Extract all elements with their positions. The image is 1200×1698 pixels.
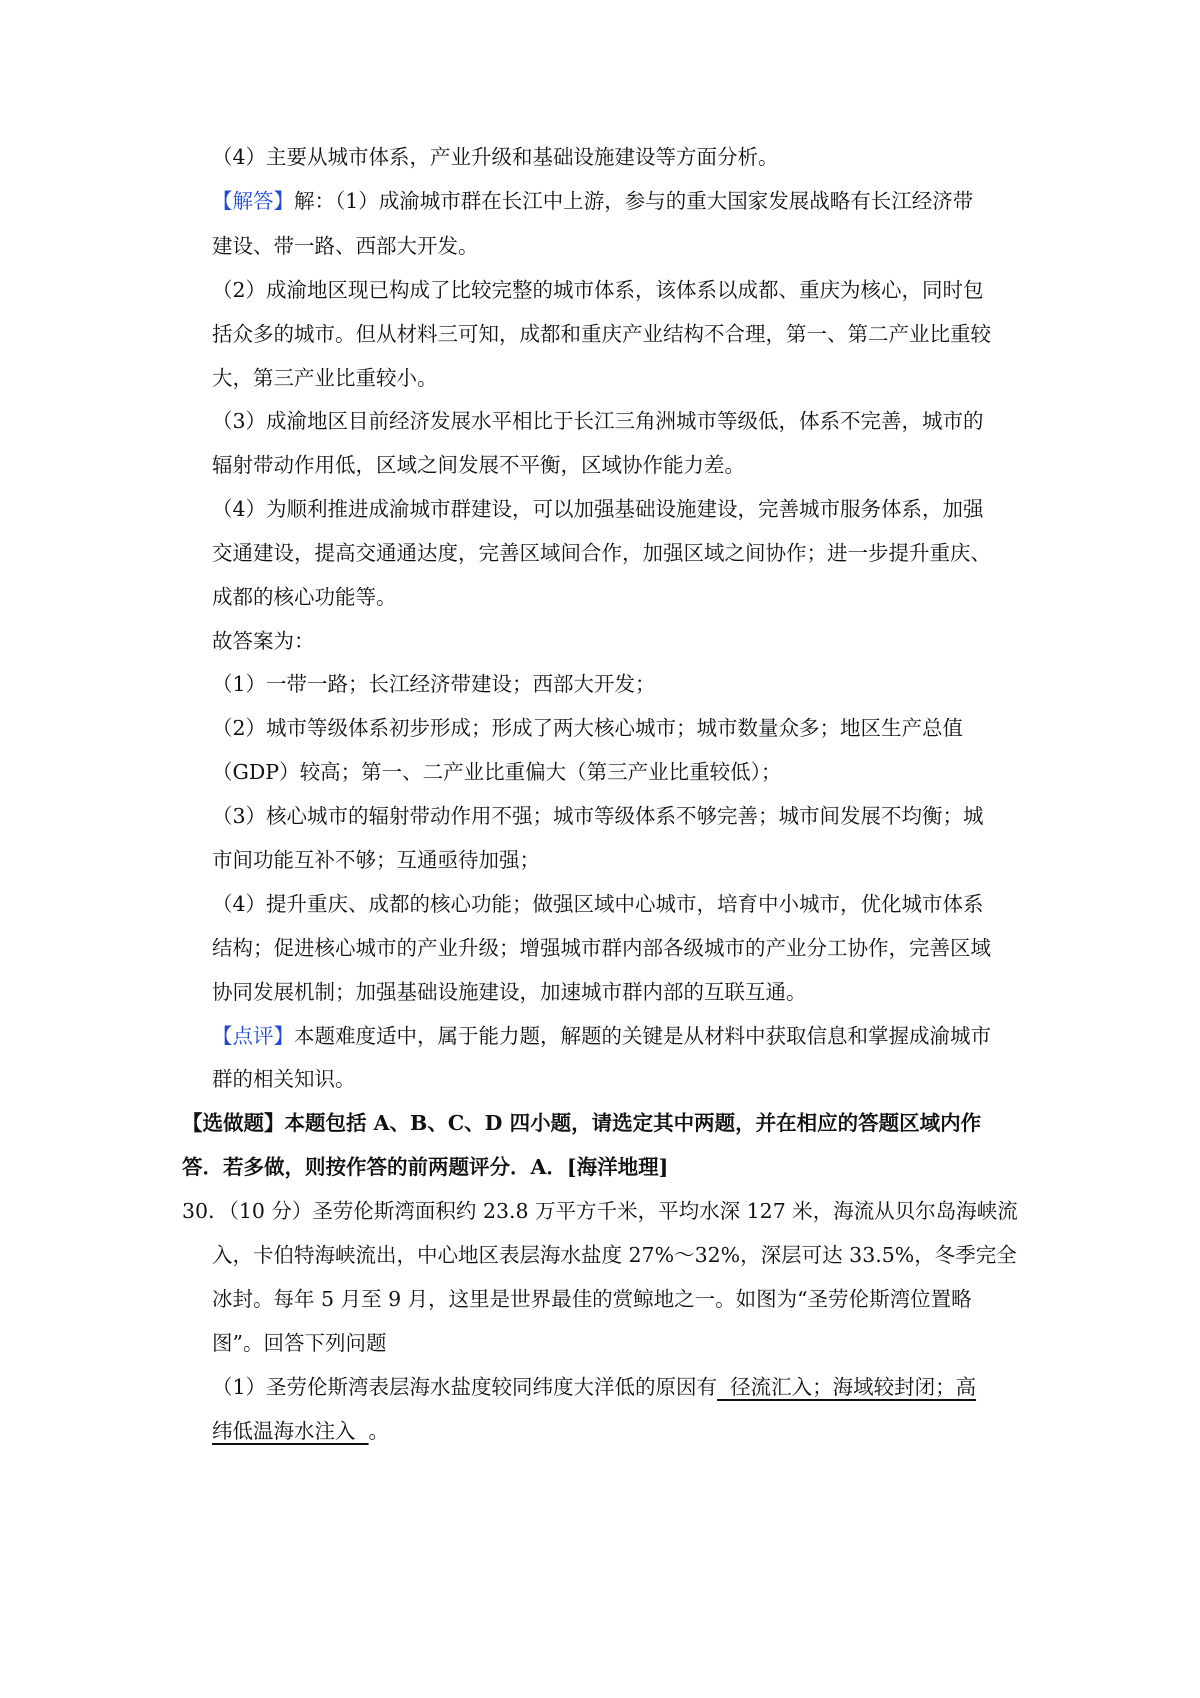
answer-text-1: 解：（1）成渝城市群在长江中上游，参与的重大国家发展战略有长江经济带	[294, 189, 974, 213]
comment-line	[0, 1021, 1200, 1051]
question-30-1-line-1	[0, 1372, 1200, 1402]
question-30-1-end: 。	[368, 1419, 390, 1443]
question-30-line-2: 入，卡伯特海峡流出，中心地区表层海水盐度 27%～32%，深层可达 33.5%，冬季完全	[212, 1243, 1017, 1267]
elective-heading-2: 答．若多做，则按作答的前两题评分．A．[海洋地理]	[182, 1155, 669, 1179]
answer-2-line-2: 括众多的城市。但从材料三可知，成都和重庆产业结构不合理，第一、第二产业比重较	[212, 322, 991, 346]
question-30-line-4: 图”。回答下列问题	[212, 1331, 387, 1355]
final-answer-2-line-2: （GDP）较高；第一、二产业比重偏大（第三产业比重较低）；	[212, 760, 782, 784]
answer-tag: 【解答】	[212, 189, 294, 213]
answer-3-line-1: （3）成渝地区目前经济发展水平相比于长江三角洲城市等级低，体系不完善，城市的	[212, 409, 984, 433]
answer-2-line-3: 大，第三产业比重较小。	[212, 366, 438, 390]
question-30-1-answer-2: 纬低温海水注入	[212, 1419, 369, 1443]
answer-3-line-2: 辐射带动作用低，区域之间发展不平衡，区域协作能力差。	[212, 453, 745, 477]
answer-2-line-1: （2）成渝地区现已构成了比较完整的城市体系，该体系以成都、重庆为核心，同时包	[212, 278, 984, 302]
question-30-line-1: 30．（10 分）圣劳伦斯湾面积约 23.8 万平方千米，平均水深 127 米，海流从贝尔岛海峡流	[182, 1199, 1018, 1223]
answer-line	[0, 186, 1200, 216]
question-30-1-answer-1: 径流汇入；海域较封闭；高	[717, 1375, 977, 1399]
answer-text-2: 建设、带一路、西部大开发。	[212, 234, 479, 258]
final-answer-2-line-1: （2）城市等级体系初步形成；形成了两大核心城市；城市数量众多；地区生产总值	[212, 716, 964, 740]
final-answer-intro: 故答案为：	[212, 629, 315, 653]
comment-tag: 【点评】	[212, 1024, 294, 1048]
answer-4-line-1: （4）为顺利推进成渝城市群建设，可以加强基础设施建设，完善城市服务体系，加强	[212, 497, 984, 521]
answer-4-line-2: 交通建设，提高交通通达度，完善区域间合作，加强区域之间协作；进一步提升重庆、	[212, 541, 991, 565]
final-answer-4-line-2: 结构；促进核心城市的产业升级；增强城市群内部各级城市的产业分工协作，完善区域	[212, 936, 991, 960]
final-answer-4-line-1: （4）提升重庆、成都的核心功能；做强区域中心城市，培育中小城市，优化城市体系	[212, 892, 984, 916]
comment-text-1: 本题难度适中，属于能力题，解题的关键是从材料中获取信息和掌握成渝城市	[294, 1024, 991, 1048]
question-30-1-prefix: （1）圣劳伦斯湾表层海水盐度较同纬度大洋低的原因有	[212, 1375, 718, 1399]
hint-line-4: （4）主要从城市体系，产业升级和基础设施建设等方面分析。	[212, 145, 779, 169]
final-answer-3-line-2: 市间功能互补不够；互通亟待加强；	[212, 848, 540, 872]
question-30-1-line-2	[0, 1416, 1200, 1446]
answer-4-line-3: 成都的核心功能等。	[212, 585, 397, 609]
final-answer-3-line-1: （3）核心城市的辐射带动作用不强；城市等级体系不够完善；城市间发展不均衡；城	[212, 804, 984, 828]
comment-text-2: 群的相关知识。	[212, 1067, 356, 1091]
final-answer-1: （1）一带一路；长江经济带建设；西部大开发；	[212, 672, 656, 696]
elective-heading-1: 【选做题】本题包括 A、B、C、D 四小题，请选定其中两题，并在相应的答题区域内作	[182, 1111, 982, 1135]
final-answer-4-line-3: 协同发展机制；加强基础设施建设，加速城市群内部的互联互通。	[212, 980, 807, 1004]
question-30-line-3: 冰封。每年 5 月至 9 月，这里是世界最佳的赏鲸地之一。如图为“圣劳伦斯湾位置略	[212, 1287, 972, 1311]
